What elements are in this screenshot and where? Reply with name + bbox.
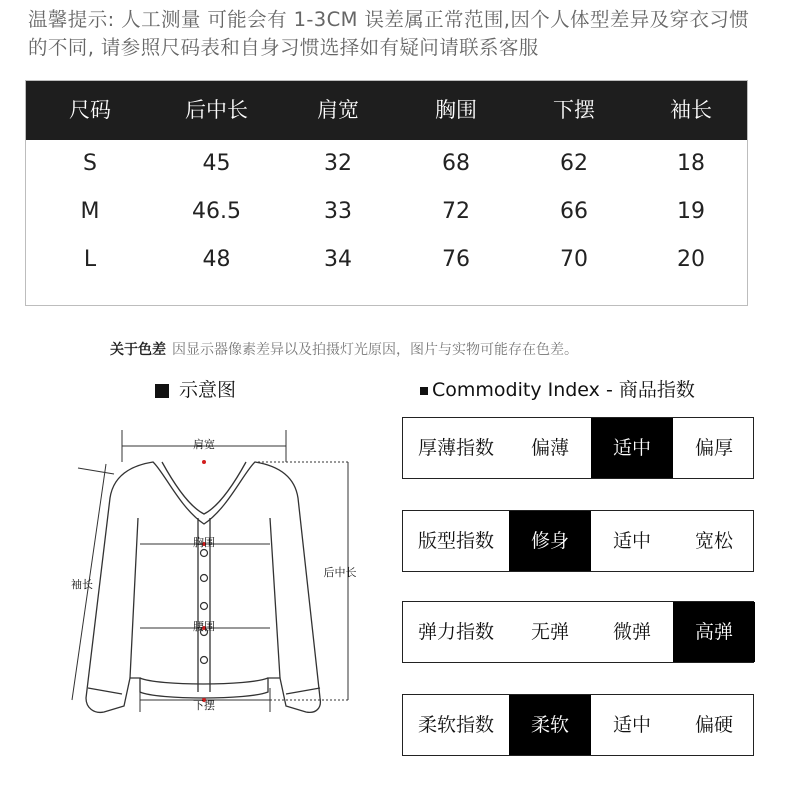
- index-row-softness: [402, 694, 754, 756]
- index-option: 宽松: [694, 530, 733, 552]
- length-label: 后中长: [323, 566, 357, 579]
- table-cell: 66: [560, 199, 588, 224]
- color-note-text: 因显示器像素差异以及拍摄灯光原因，图片与实物可能存在色差。: [172, 342, 578, 358]
- table-row: [26, 188, 747, 236]
- table-cell: 33: [324, 199, 352, 224]
- cardigan-outline: [86, 462, 320, 712]
- index-row-thickness: [402, 417, 754, 479]
- table-cell: 34: [324, 247, 352, 272]
- index-label: 版型指数: [417, 530, 494, 552]
- button-dot: [201, 657, 208, 664]
- table-cell: 18: [677, 151, 705, 176]
- size-notice: 温馨提示: 人工测量 可能会有 1-3CM 误差属正常范围,因个人体型差异及穿衣习惯的不同, 请参照尺码表和自身习惯选择如有疑问请联系客服: [28, 8, 750, 59]
- table-row: [26, 140, 747, 188]
- diagram-title: 示意图: [179, 379, 237, 401]
- color-difference-note: [110, 339, 578, 359]
- index-row-fit: [402, 510, 754, 572]
- index-option: 偏薄: [530, 437, 569, 459]
- header-sleeve: 袖长: [670, 98, 712, 122]
- button-dot: [201, 603, 208, 610]
- index-option-selected: 高弹: [673, 602, 755, 662]
- commodity-title: Commodity Index - 商品指数: [432, 379, 695, 401]
- index-label: 柔软指数: [417, 714, 494, 736]
- table-cell: 70: [560, 247, 588, 272]
- header-shoulder: 肩宽: [317, 98, 359, 122]
- index-option: 微弹: [612, 621, 651, 643]
- index-label: 厚薄指数: [417, 437, 494, 459]
- chest-label: 胸围: [193, 536, 215, 549]
- size-table: [25, 80, 748, 306]
- diagram-title-block: [155, 375, 236, 402]
- index-option: 偏厚: [694, 437, 733, 459]
- diagram-labels: [71, 437, 357, 712]
- header-chest: 胸围: [435, 98, 477, 122]
- index-option: 适中: [612, 714, 651, 736]
- header-hem: 下摆: [553, 98, 595, 122]
- table-cell: S: [83, 151, 97, 176]
- header-size: 尺码: [69, 98, 111, 122]
- table-cell: M: [80, 199, 100, 224]
- square-bullet-icon: [155, 384, 169, 398]
- index-label: 弹力指数: [417, 621, 494, 643]
- button-dot: [201, 550, 208, 557]
- table-cell: 32: [324, 151, 352, 176]
- buttons: [201, 550, 208, 664]
- index-option-selected: 柔软: [509, 695, 591, 755]
- table-cell: 20: [677, 247, 705, 272]
- commodity-title-block: [420, 375, 695, 402]
- table-cell: 72: [442, 199, 470, 224]
- table-cell: 76: [442, 247, 470, 272]
- square-bullet-icon: [420, 387, 428, 395]
- table-cell: 19: [677, 199, 705, 224]
- index-option: 偏硬: [694, 714, 733, 736]
- waist-label: 腰围: [193, 620, 215, 633]
- index-option-selected: 适中: [591, 418, 673, 478]
- table-cell: L: [83, 247, 97, 272]
- index-option-selected: 修身: [509, 511, 591, 571]
- shoulder-label: 肩宽: [193, 438, 215, 451]
- index-option: 无弹: [530, 621, 569, 643]
- hem-label: 下摆: [193, 699, 215, 712]
- color-note-lead: 关于色差: [110, 342, 166, 358]
- table-cell: 68: [442, 151, 470, 176]
- size-table-header: [26, 81, 747, 140]
- table-row: [26, 236, 747, 284]
- sleeve-label: 袖长: [71, 578, 93, 591]
- index-row-elasticity: [402, 601, 754, 663]
- table-cell: 62: [560, 151, 588, 176]
- header-back-length: 后中长: [185, 98, 248, 122]
- index-option: 适中: [612, 530, 651, 552]
- button-dot: [201, 575, 208, 582]
- table-cell: 46.5: [192, 199, 241, 224]
- garment-diagram: [58, 408, 358, 728]
- red-dot: [202, 460, 206, 464]
- table-cell: 45: [202, 151, 231, 176]
- table-cell: 48: [202, 247, 231, 272]
